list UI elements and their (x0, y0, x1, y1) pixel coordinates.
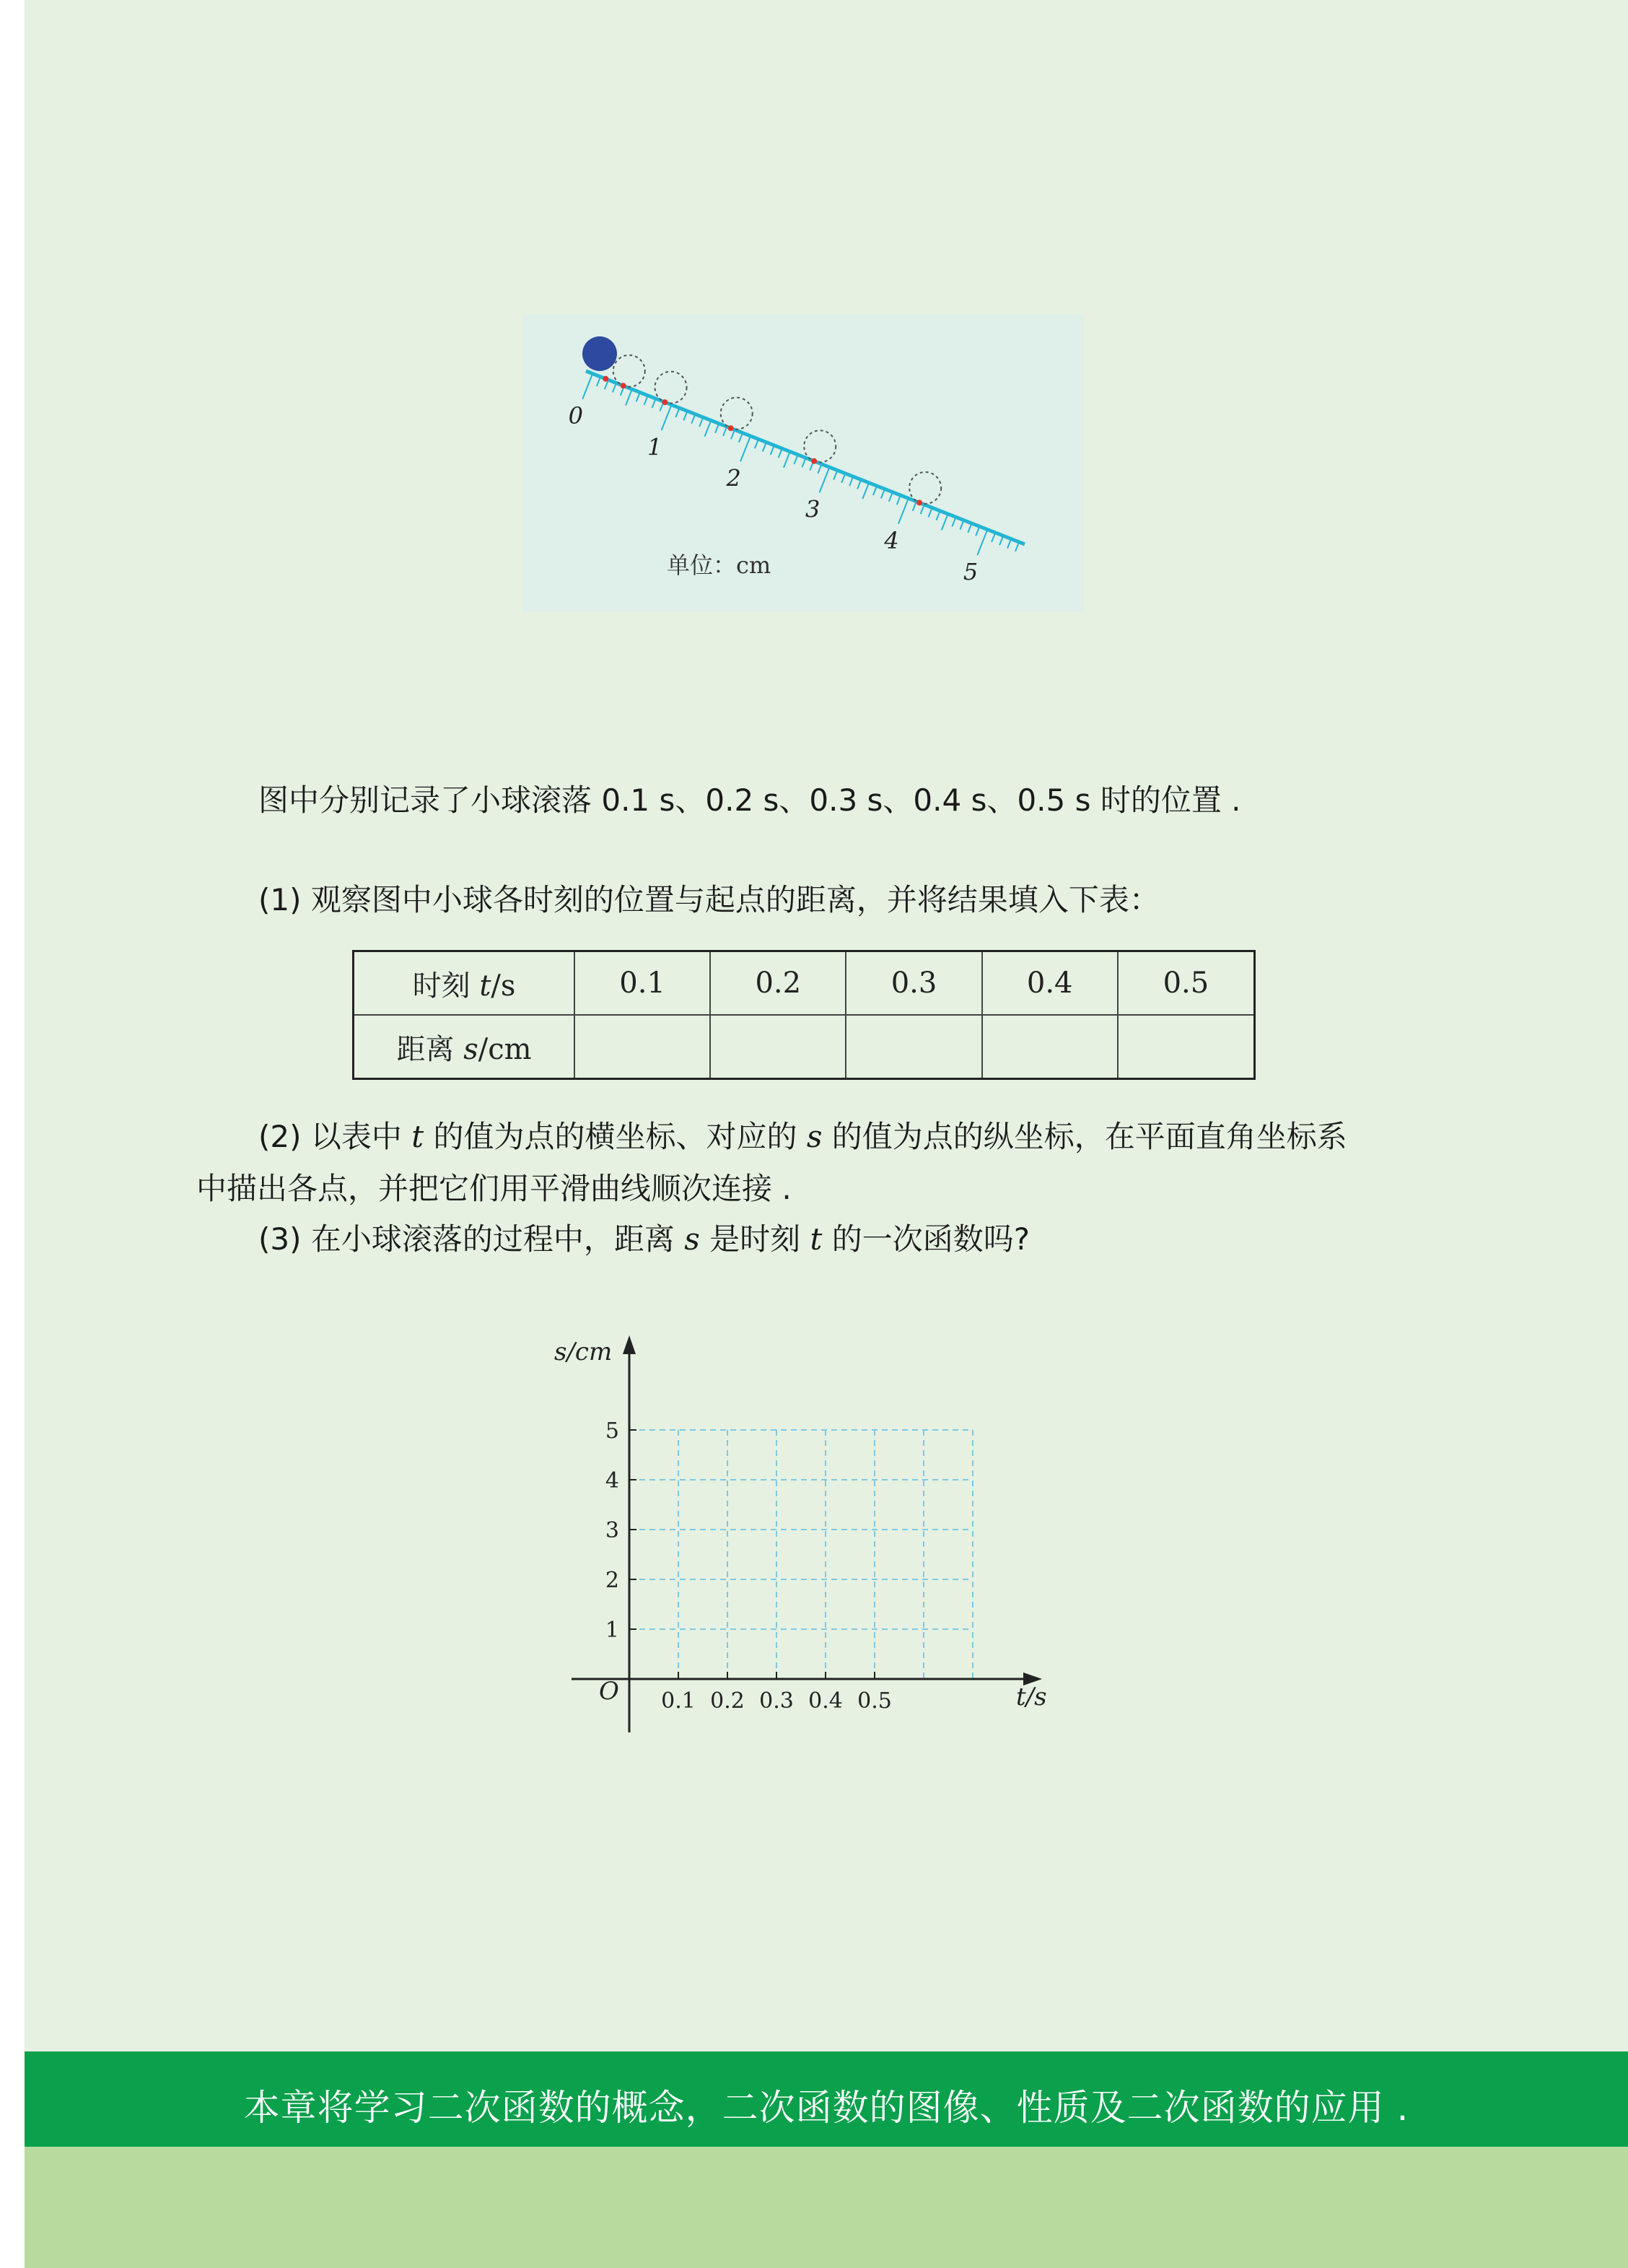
y-axis-arrow (623, 1335, 636, 1354)
y-tick-label-5: 5 (605, 1418, 619, 1444)
q3-text-2: 是时刻 (709, 1221, 801, 1257)
y-tick-label-3: 3 (605, 1518, 619, 1543)
table-row-distance (354, 1015, 1255, 1079)
q3-variable-s: s (684, 1221, 700, 1257)
x-tick-label-0.3: 0.3 (759, 1688, 794, 1714)
grid-lines (629, 1430, 973, 1679)
x-tick-label-0.2: 0.2 (710, 1688, 745, 1714)
q2-text-3: 的值为点的纵坐标，在平面直角坐标系 (831, 1119, 1347, 1154)
distance-variable: s (463, 1032, 478, 1066)
q2-text-2: 的值为点的横坐标、对应的 (433, 1119, 797, 1154)
contact-point-5 (916, 500, 922, 505)
table-cell-distance-2[interactable] (710, 1015, 846, 1079)
contact-point-3 (728, 425, 734, 431)
q2-variable-s: s (806, 1119, 823, 1154)
tick-labels (605, 1418, 892, 1714)
table-cell-time-2: 0.2 (710, 951, 846, 1016)
summary-banner (25, 2051, 1628, 2147)
x-axis-label: t/s (1016, 1683, 1047, 1711)
table-cell-distance-5[interactable] (1118, 1015, 1255, 1079)
ruler-label-0: 0 (568, 402, 583, 430)
question-2-continued: 中描出各点，并把它们用平滑曲线顺次连接 . (196, 1171, 792, 1206)
intro-paragraph: 图中分别记录了小球滚落 0.1 s、0.2 s、0.3 s、0.4 s、0.5 s 时的位置 . (258, 782, 1241, 818)
ruler-label-5: 5 (963, 558, 979, 586)
coordinate-grid-chart (534, 1328, 1068, 1732)
table-header-distance (354, 1015, 575, 1079)
question-3 (258, 1214, 1030, 1265)
question-2 (258, 1112, 1347, 1162)
table-cell-time-1: 0.1 (574, 951, 710, 1016)
q2-variable-t: t (411, 1119, 424, 1154)
y-tick-label-1: 1 (605, 1618, 619, 1643)
table-cell-time-4: 0.4 (982, 951, 1118, 1016)
contact-point-4 (811, 458, 817, 464)
q3-text-1: (3) 在小球滚落的过程中，距离 (258, 1221, 675, 1257)
table-row-time (354, 951, 1255, 1016)
contact-point-1 (621, 383, 626, 388)
x-tick-label-0.4: 0.4 (808, 1688, 843, 1714)
q2-text-1: (2) 以表中 (258, 1119, 402, 1154)
ruler-label-4: 4 (884, 526, 899, 554)
page-footer-strip (25, 2147, 1628, 2268)
ruler-label-3: 3 (805, 495, 820, 523)
contact-point-0 (603, 376, 608, 382)
table-cell-distance-1[interactable] (574, 1015, 710, 1079)
distance-unit: /cm (478, 1032, 532, 1066)
contact-point-2 (662, 399, 668, 405)
q3-variable-t: t (810, 1221, 823, 1257)
time-label-text: 时刻 (412, 969, 480, 1003)
table-cell-time-3: 0.3 (846, 951, 981, 1016)
y-tick-label-4: 4 (605, 1468, 619, 1493)
origin-label: O (599, 1677, 619, 1706)
question-1: (1) 观察图中小球各时刻的位置与起点的距离，并将结果填入下表： (258, 882, 1160, 917)
ball (582, 336, 617, 371)
y-axis-label: s/cm (554, 1338, 613, 1366)
data-table (352, 950, 1256, 1080)
ruler-label-2: 2 (726, 464, 741, 492)
x-tick-label-0.5: 0.5 (857, 1688, 892, 1714)
ruler-figure (522, 315, 1084, 612)
time-variable: t (479, 969, 491, 1003)
q3-text-3: 的一次函数吗? (831, 1221, 1030, 1257)
table-cell-distance-3[interactable] (846, 1015, 981, 1079)
table-cell-time-5: 0.5 (1118, 951, 1255, 1016)
ruler-label-1: 1 (647, 433, 662, 461)
time-unit: /s (491, 969, 516, 1003)
table-cell-distance-4[interactable] (982, 1015, 1118, 1079)
axes (572, 1335, 1042, 1732)
table-header-time (354, 951, 575, 1016)
x-tick-label-0.1: 0.1 (661, 1688, 696, 1714)
unit-label: 单位：cm (667, 551, 771, 579)
y-tick-label-2: 2 (605, 1568, 619, 1593)
distance-label-text: 距离 (396, 1032, 464, 1066)
summary-text: 本章将学习二次函数的概念，二次函数的图像、性质及二次函数的应用 . (243, 2087, 1409, 2129)
